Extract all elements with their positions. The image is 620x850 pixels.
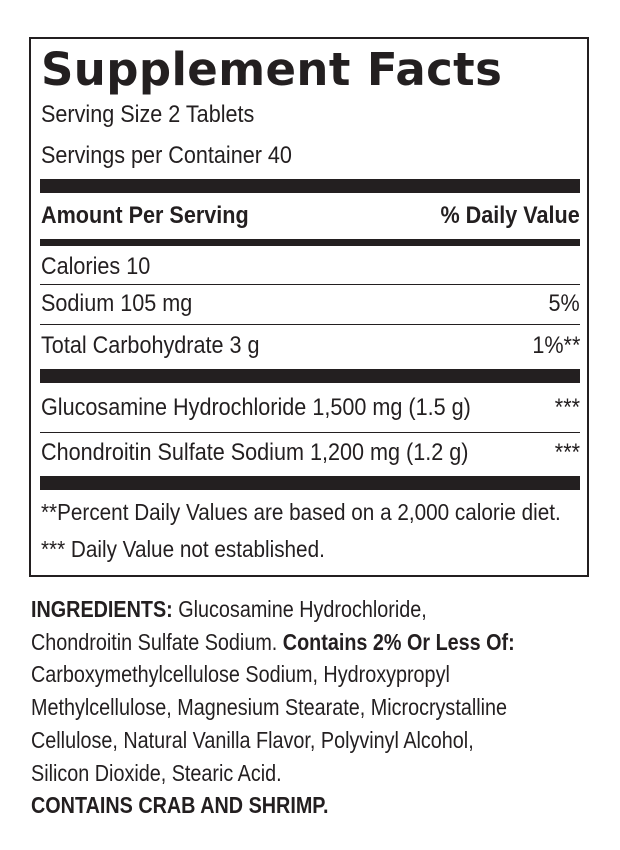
ingredient-name: Glucosamine Hydrochloride 1,500 mg (1.5 g) (41, 394, 471, 421)
ingredients-label: INGREDIENTS: (31, 596, 173, 622)
thick-divider (40, 179, 580, 193)
ingredient-row (41, 436, 580, 470)
allergen-statement (31, 789, 564, 822)
row-divider (40, 324, 580, 325)
allergen-text: CONTAINS CRAB AND SHRIMP. (31, 792, 329, 819)
ingredients-text: Chondroitin Sulfate Sodium. (31, 628, 283, 655)
nutrient-name: Total Carbohydrate 3 g (41, 332, 260, 359)
ingredients-line: Silicon Dioxide, Stearic Acid. (31, 759, 282, 786)
nutrient-dv: 5% (548, 290, 580, 317)
ingredients-line: Methylcellulose, Magnesium Stearate, Microcrystalline (31, 694, 508, 721)
ingredients-line (31, 593, 564, 626)
daily-value-label: % Daily Value (440, 202, 580, 229)
servings-per-container: Servings per Container 40 (41, 142, 292, 169)
row-divider (40, 432, 580, 433)
ingredient-name: Chondroitin Sulfate Sodium 1,200 mg (1.2 g) (41, 439, 469, 466)
ingredient-dv: *** (554, 394, 580, 421)
ingredients-line: Carboxymethylcellulose Sodium, Hydroxypropyl (31, 661, 450, 688)
nutrient-row (41, 250, 580, 284)
supplement-facts-panel (29, 37, 589, 577)
thick-divider (40, 476, 580, 490)
serving-size: Serving Size 2 Tablets (41, 101, 255, 128)
ingredients-text: Glucosamine Hydrochloride, (172, 596, 427, 622)
thick-divider (40, 369, 580, 383)
amount-per-serving-label: Amount Per Serving (41, 202, 249, 229)
ingredients-line: Cellulose, Natural Vanilla Flavor, Polyvinyl Alcohol, (31, 726, 474, 753)
nutrient-row (41, 287, 580, 321)
contains-less-label: Contains 2% Or Less Of: (282, 628, 515, 655)
medium-divider (40, 239, 580, 246)
panel-title: Supplement Facts (41, 43, 503, 96)
footnote-daily-values: **Percent Daily Values are based on a 2,000 calorie diet. (41, 499, 561, 525)
footnote-not-established: *** Daily Value not established. (41, 536, 325, 562)
ingredient-row (41, 391, 580, 425)
nutrient-name: Sodium 105 mg (41, 290, 193, 317)
ingredients-section (31, 593, 564, 822)
row-divider (40, 284, 580, 285)
column-header-row (41, 199, 580, 233)
nutrient-row (41, 329, 580, 363)
nutrient-name: Calories 10 (41, 253, 151, 280)
ingredients-line (31, 626, 564, 659)
ingredient-dv: *** (554, 439, 580, 466)
nutrient-dv: 1%** (531, 332, 580, 359)
